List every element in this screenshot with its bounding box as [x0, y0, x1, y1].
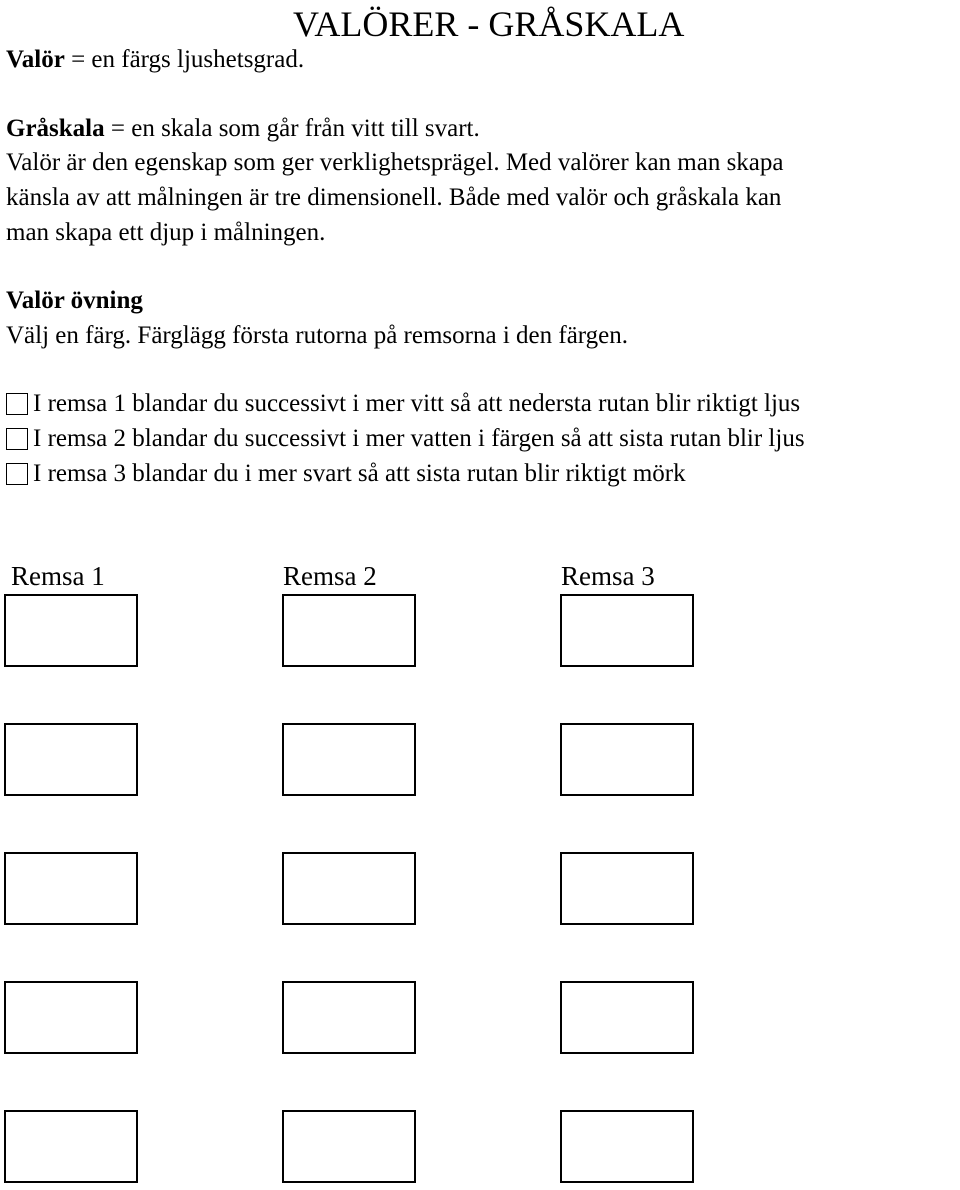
paragraph-line-2: känsla av att målningen är tre dimensionell. Både med valör och gråskala kan — [6, 184, 782, 211]
strip-3-box-2[interactable] — [560, 723, 694, 796]
graskala-definition-text: = en skala som går från vitt till svart. — [104, 115, 480, 142]
strip-2-box-2[interactable] — [282, 723, 416, 796]
strip-1-label: Remsa 1 — [11, 561, 105, 591]
task-1 — [6, 389, 800, 419]
task-2 — [6, 424, 805, 454]
task-2-text: I remsa 2 blandar du successivt i mer vatten i färgen så att sista rutan blir ljus — [33, 425, 805, 452]
valor-term: Valör — [6, 46, 65, 73]
task-1-text: I remsa 1 blandar du successivt i mer vitt så att nedersta rutan blir riktigt ljus — [33, 390, 801, 417]
task-3-checkbox[interactable] — [6, 463, 28, 485]
strip-3-box-1[interactable] — [560, 594, 694, 667]
graskala-term: Gråskala — [6, 115, 105, 142]
valor-definition-text: = en färgs ljushetsgrad. — [64, 46, 305, 73]
task-3-text: I remsa 3 blandar du i mer svart så att sista rutan blir riktigt mörk — [33, 460, 686, 487]
task-2-checkbox[interactable] — [6, 428, 28, 450]
strip-1-box-2[interactable] — [4, 723, 138, 796]
task-1-checkbox[interactable] — [6, 393, 28, 415]
strip-1-box-1[interactable] — [4, 594, 138, 667]
strip-2-box-3[interactable] — [282, 852, 416, 925]
strip-3-box-4[interactable] — [560, 981, 694, 1054]
paragraph-line-1: Valör är den egenskap som ger verklighetsprägel. Med valörer kan man skapa — [6, 149, 784, 176]
page-title: VALÖRER - GRÅSKALA — [293, 4, 685, 44]
valor-definition — [6, 45, 304, 75]
strip-3-label: Remsa 3 — [561, 561, 655, 591]
strip-2-box-4[interactable] — [282, 981, 416, 1054]
exercise-heading-text: Valör övning — [6, 287, 143, 314]
exercise-instruction: Välj en färg. Färglägg första rutorna på remsorna i den färgen. — [6, 322, 629, 349]
strip-2-label: Remsa 2 — [283, 561, 377, 591]
exercise-heading — [6, 286, 143, 316]
strip-1-box-4[interactable] — [4, 981, 138, 1054]
strip-1-box-3[interactable] — [4, 852, 138, 925]
task-3 — [6, 459, 686, 489]
strip-2-box-5[interactable] — [282, 1110, 416, 1183]
graskala-definition — [6, 114, 480, 144]
strip-2-box-1[interactable] — [282, 594, 416, 667]
strip-3-box-3[interactable] — [560, 852, 694, 925]
paragraph-line-3: man skapa ett djup i målningen. — [6, 219, 326, 246]
strip-1-box-5[interactable] — [4, 1110, 138, 1183]
strip-3-box-5[interactable] — [560, 1110, 694, 1183]
